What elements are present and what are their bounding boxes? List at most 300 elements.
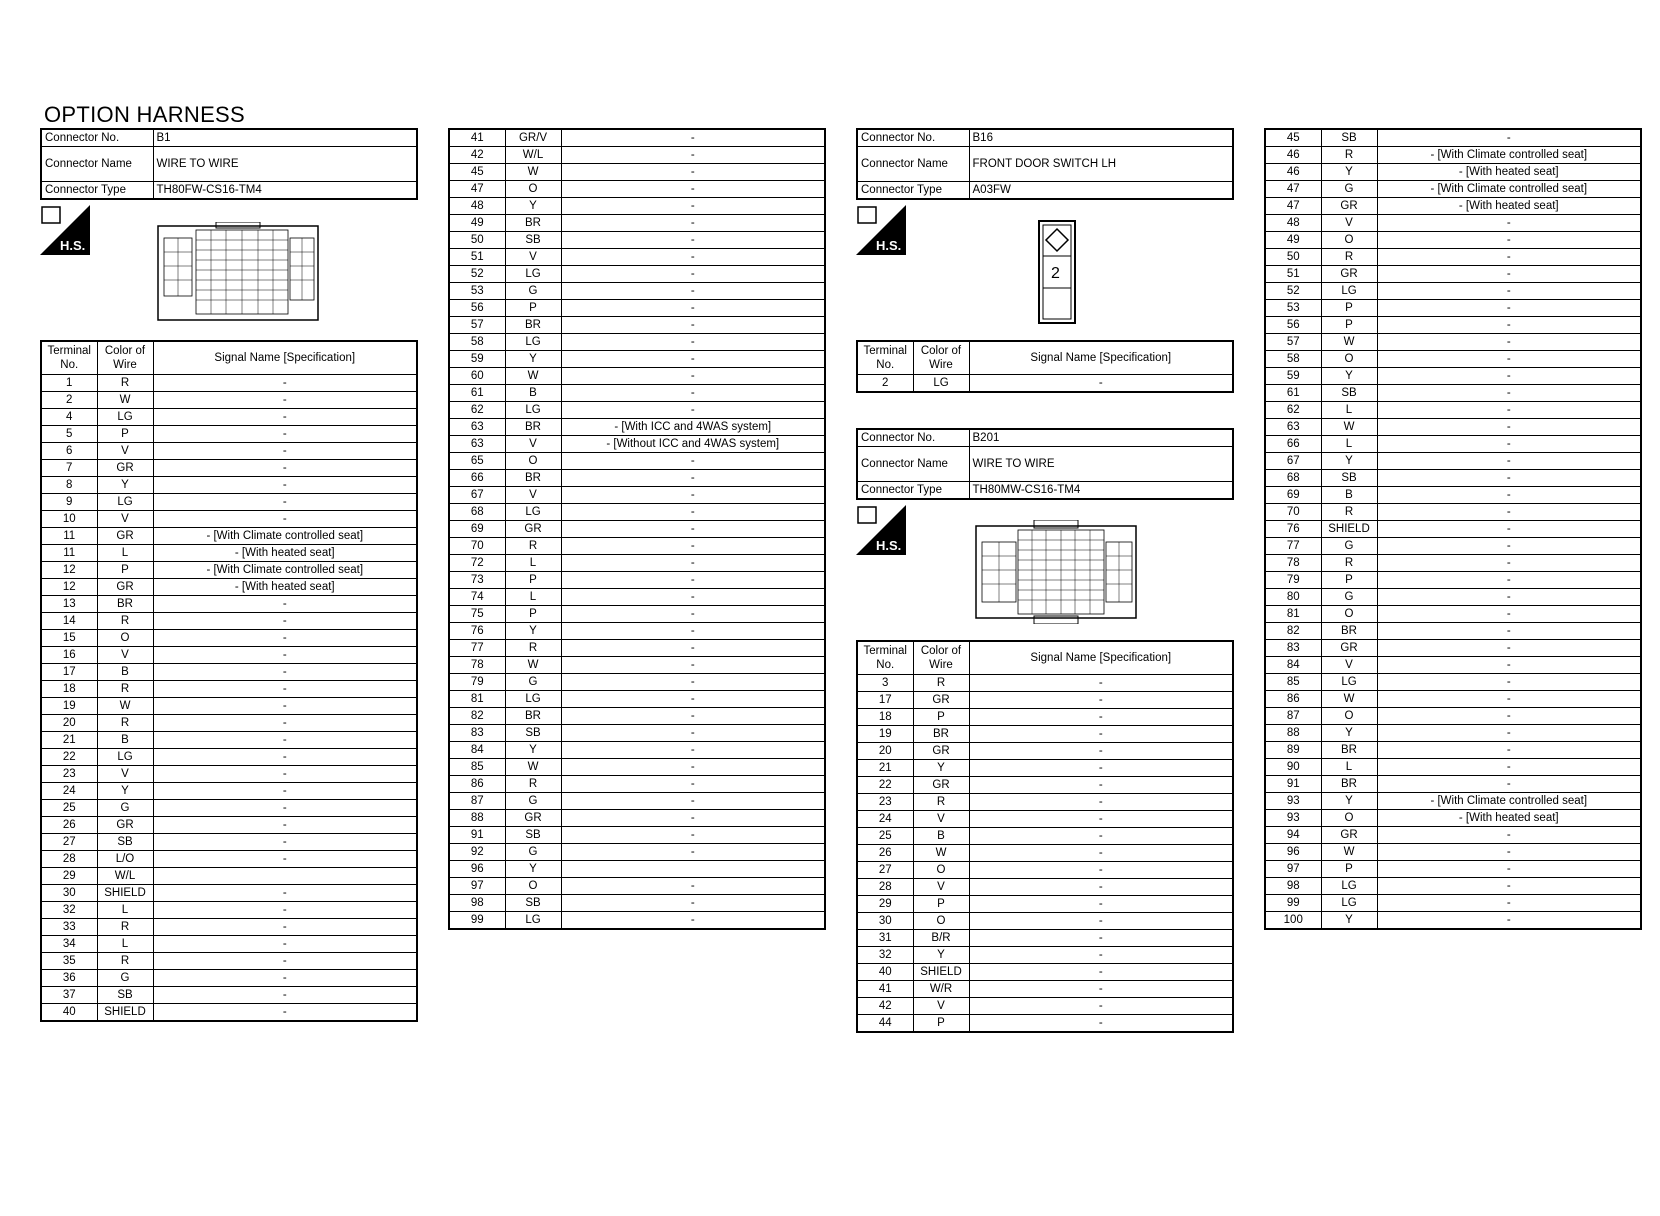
terminal-no: 82 — [449, 708, 505, 725]
terminal-no: 19 — [857, 726, 913, 743]
wire-color: V — [1321, 657, 1377, 674]
table-row — [449, 674, 825, 691]
terminal-no: 19 — [41, 698, 97, 715]
signal-name: - — [561, 470, 825, 487]
table-row — [449, 657, 825, 674]
terminal-no: 83 — [1265, 640, 1321, 657]
table-row — [449, 555, 825, 572]
wire-color: GR — [1321, 198, 1377, 215]
table-row — [41, 953, 417, 970]
wire-color: L — [1321, 759, 1377, 776]
terminal-no: 91 — [1265, 776, 1321, 793]
terminal-no: 56 — [449, 300, 505, 317]
wire-color: Y — [1321, 912, 1377, 930]
b1-terminal-table — [40, 340, 418, 1022]
table-row — [449, 827, 825, 844]
b201-connector-type: TH80MW-CS16-TM4 — [969, 482, 1233, 500]
wire-color: Y — [913, 947, 969, 964]
wire-color: LG — [505, 691, 561, 708]
signal-name: - — [969, 930, 1233, 947]
terminal-no: 21 — [41, 732, 97, 749]
table-row — [449, 895, 825, 912]
signal-name: - — [153, 851, 417, 868]
terminal-no: 40 — [857, 964, 913, 981]
signal-name: - — [153, 902, 417, 919]
table-row — [1265, 521, 1641, 538]
signal-name: - — [969, 845, 1233, 862]
table-row — [41, 613, 417, 630]
table-row — [41, 987, 417, 1004]
hs-label: H.S. — [876, 538, 902, 553]
wire-color: P — [913, 896, 969, 913]
signal-name: - — [1377, 691, 1641, 708]
table-row — [449, 742, 825, 759]
signal-name: - — [1377, 129, 1641, 147]
signal-name: - — [1377, 317, 1641, 334]
harness-side-icon — [40, 205, 90, 255]
signal-name: - — [561, 793, 825, 810]
signal-name: - — [1377, 351, 1641, 368]
signal-name: - — [561, 844, 825, 861]
terminal-no: 18 — [857, 709, 913, 726]
signal-name: - — [969, 709, 1233, 726]
table-row — [449, 912, 825, 930]
wire-color: LG — [97, 494, 153, 511]
terminal-no: 84 — [1265, 657, 1321, 674]
table-row — [41, 868, 417, 885]
wire-color: R — [505, 538, 561, 555]
signal-name: - — [153, 919, 417, 936]
label-connector-type: Connector Type — [857, 182, 969, 200]
terminal-no: 13 — [41, 596, 97, 613]
wire-color: Y — [1321, 793, 1377, 810]
signal-name: - — [561, 878, 825, 895]
table-row — [1265, 147, 1641, 164]
terminal-no: 66 — [449, 470, 505, 487]
terminal-no: 7 — [41, 460, 97, 477]
terminal-no: 86 — [1265, 691, 1321, 708]
label-connector-no: Connector No. — [857, 429, 969, 447]
signal-name: - — [561, 895, 825, 912]
terminal-no: 53 — [449, 283, 505, 300]
wire-color: LG — [1321, 878, 1377, 895]
table-row — [41, 715, 417, 732]
signal-name: - [With Climate controlled seat] — [1377, 147, 1641, 164]
wire-color: V — [505, 487, 561, 504]
terminal-no: 12 — [41, 579, 97, 596]
wire-color: P — [1321, 861, 1377, 878]
table-row — [1265, 181, 1641, 198]
signal-name: - — [1377, 674, 1641, 691]
b1-connector-type: TH80FW-CS16-TM4 — [153, 182, 417, 200]
wire-color: LG — [97, 749, 153, 766]
terminal-no: 11 — [41, 545, 97, 562]
connector-b201-face-icon — [974, 520, 1139, 624]
wire-color: G — [1321, 181, 1377, 198]
wire-color: Y — [913, 760, 969, 777]
terminal-no: 60 — [449, 368, 505, 385]
wire-color: GR — [97, 817, 153, 834]
b201-terminal-table — [856, 640, 1234, 1033]
wire-color: Y — [505, 198, 561, 215]
wire-color: G — [505, 283, 561, 300]
terminal-no: 28 — [857, 879, 913, 896]
wire-color: L — [505, 589, 561, 606]
wire-color: P — [505, 300, 561, 317]
signal-name: - — [153, 953, 417, 970]
wire-color: R — [97, 715, 153, 732]
terminal-no: 69 — [1265, 487, 1321, 504]
signal-name: - — [561, 623, 825, 640]
table-row — [449, 538, 825, 555]
signal-name: - — [1377, 334, 1641, 351]
signal-name: - — [1377, 538, 1641, 555]
terminal-no: 98 — [1265, 878, 1321, 895]
table-row — [1265, 164, 1641, 181]
terminal-no: 31 — [857, 930, 913, 947]
table-row — [1265, 249, 1641, 266]
signal-name: - [Without ICC and 4WAS system] — [561, 436, 825, 453]
signal-name: - [With heated seat] — [153, 579, 417, 596]
signal-name: - — [153, 834, 417, 851]
signal-name: - — [153, 885, 417, 902]
terminal-no: 61 — [449, 385, 505, 402]
wire-color: L — [97, 902, 153, 919]
table-row — [857, 845, 1233, 862]
signal-name: - — [561, 300, 825, 317]
terminal-no: 59 — [449, 351, 505, 368]
terminal-no: 58 — [449, 334, 505, 351]
table-row — [857, 913, 1233, 930]
terminal-no: 14 — [41, 613, 97, 630]
terminal-no: 30 — [857, 913, 913, 930]
table-row — [857, 375, 1233, 393]
table-row — [1265, 912, 1641, 930]
table-row — [857, 709, 1233, 726]
signal-name: - — [969, 743, 1233, 760]
terminal-no: 22 — [41, 749, 97, 766]
wire-color: GR/V — [505, 129, 561, 147]
b16-connector-name: FRONT DOOR SWITCH LH — [969, 147, 1233, 182]
table-row — [1265, 351, 1641, 368]
wire-color: B — [97, 732, 153, 749]
table-row — [41, 783, 417, 800]
signal-name: - — [561, 402, 825, 419]
wire-color: V — [97, 443, 153, 460]
wire-color: O — [1321, 708, 1377, 725]
table-row — [41, 681, 417, 698]
signal-name: - — [153, 426, 417, 443]
terminal-no: 12 — [41, 562, 97, 579]
terminal-no: 99 — [1265, 895, 1321, 912]
wire-color: SB — [505, 725, 561, 742]
terminal-no: 78 — [449, 657, 505, 674]
table-row — [1265, 674, 1641, 691]
wire-color: Y — [505, 861, 561, 878]
table-row — [449, 266, 825, 283]
table-row — [1265, 742, 1641, 759]
wire-color: O — [505, 181, 561, 198]
hs-label: H.S. — [60, 238, 86, 253]
terminal-no: 50 — [449, 232, 505, 249]
wire-color: SB — [505, 827, 561, 844]
wire-color: SB — [505, 232, 561, 249]
label-connector-no: Connector No. — [41, 129, 153, 147]
wire-color: BR — [97, 596, 153, 613]
table-row — [41, 477, 417, 494]
terminal-no: 57 — [449, 317, 505, 334]
signal-name: - — [561, 266, 825, 283]
table-row — [857, 675, 1233, 692]
signal-name: - — [561, 334, 825, 351]
table-row — [41, 766, 417, 783]
wire-color: W — [505, 164, 561, 181]
wire-color: V — [505, 249, 561, 266]
terminal-no: 36 — [41, 970, 97, 987]
signal-name: - — [561, 385, 825, 402]
table-row — [449, 181, 825, 198]
signal-name: - — [1377, 725, 1641, 742]
terminal-no: 4 — [41, 409, 97, 426]
terminal-no: 1 — [41, 375, 97, 392]
signal-name: - — [1377, 436, 1641, 453]
table-row — [41, 630, 417, 647]
wire-color: W — [913, 845, 969, 862]
terminal-no: 25 — [41, 800, 97, 817]
signal-name: - — [561, 504, 825, 521]
wire-color: R — [97, 613, 153, 630]
terminal-no: 62 — [449, 402, 505, 419]
table-row — [857, 760, 1233, 777]
table-row — [1265, 725, 1641, 742]
terminal-no: 48 — [449, 198, 505, 215]
terminal-no: 85 — [449, 759, 505, 776]
signal-name: - — [1377, 742, 1641, 759]
table-row — [1265, 606, 1641, 623]
wire-color: GR — [97, 460, 153, 477]
wire-color: P — [1321, 572, 1377, 589]
table-row — [857, 1015, 1233, 1033]
signal-name: - — [153, 494, 417, 511]
wire-color: V — [913, 811, 969, 828]
terminal-no: 21 — [857, 760, 913, 777]
terminal-no: 68 — [449, 504, 505, 521]
signal-name: - — [153, 511, 417, 528]
terminal-no: 17 — [857, 692, 913, 709]
signal-name: - — [561, 742, 825, 759]
table-row — [1265, 572, 1641, 589]
signal-name: - — [1377, 776, 1641, 793]
wire-color: SB — [97, 987, 153, 1004]
wire-color: R — [1321, 555, 1377, 572]
table-row — [1265, 317, 1641, 334]
terminal-no: 76 — [449, 623, 505, 640]
label-connector-type: Connector Type — [41, 182, 153, 200]
terminal-no-header: Terminal No. — [857, 641, 913, 675]
connector-b1-section — [40, 128, 418, 200]
terminal-no: 79 — [1265, 572, 1321, 589]
wire-color: G — [505, 793, 561, 810]
table-row — [41, 800, 417, 817]
terminal-no: 49 — [449, 215, 505, 232]
table-row — [449, 147, 825, 164]
wire-color: O — [505, 878, 561, 895]
wire-color: Y — [505, 623, 561, 640]
table-row — [41, 426, 417, 443]
wire-color: SB — [1321, 385, 1377, 402]
signal-name: - — [561, 487, 825, 504]
signal-name: - — [153, 766, 417, 783]
signal-name: - — [561, 606, 825, 623]
signal-name: - — [969, 998, 1233, 1015]
wire-color: W — [1321, 691, 1377, 708]
terminal-no: 92 — [449, 844, 505, 861]
table-row — [41, 375, 417, 392]
wire-color: LG — [913, 375, 969, 393]
table-row — [41, 732, 417, 749]
wire-color: GR — [1321, 266, 1377, 283]
wire-color: G — [1321, 589, 1377, 606]
terminal-no: 87 — [449, 793, 505, 810]
wire-color: BR — [1321, 776, 1377, 793]
terminal-no: 20 — [41, 715, 97, 732]
terminal-no: 68 — [1265, 470, 1321, 487]
wire-color: W — [505, 657, 561, 674]
terminal-no: 47 — [1265, 198, 1321, 215]
wire-color: W — [505, 759, 561, 776]
terminal-no: 37 — [41, 987, 97, 1004]
label-connector-no: Connector No. — [857, 129, 969, 147]
signal-name: - — [561, 521, 825, 538]
table-row — [857, 896, 1233, 913]
table-row — [449, 164, 825, 181]
wire-color: V — [97, 511, 153, 528]
table-row — [449, 878, 825, 895]
table-row — [1265, 215, 1641, 232]
wire-color: L — [97, 936, 153, 953]
wire-color: Y — [505, 742, 561, 759]
table-row — [449, 436, 825, 453]
terminal-no: 83 — [449, 725, 505, 742]
wire-color: L — [1321, 436, 1377, 453]
wire-color: BR — [505, 317, 561, 334]
signal-name: - — [969, 675, 1233, 692]
wire-color: Y — [1321, 725, 1377, 742]
wire-color: B — [97, 664, 153, 681]
wire-color: W/R — [913, 981, 969, 998]
signal-name — [153, 868, 417, 885]
terminal-no: 61 — [1265, 385, 1321, 402]
connector-b16-header — [856, 128, 1234, 200]
table-row — [1265, 623, 1641, 640]
b1-terminal-table-continued — [448, 128, 826, 930]
table-row — [449, 317, 825, 334]
signal-name-header: Signal Name [Specification] — [153, 341, 417, 375]
terminal-no: 35 — [41, 953, 97, 970]
signal-name: - — [1377, 419, 1641, 436]
signal-name: - — [153, 817, 417, 834]
terminal-no: 76 — [1265, 521, 1321, 538]
wire-color: P — [97, 562, 153, 579]
table-row — [449, 129, 825, 147]
signal-name: - — [153, 936, 417, 953]
wire-color: V — [505, 436, 561, 453]
wire-color: LG — [97, 409, 153, 426]
signal-name: - — [153, 613, 417, 630]
terminal-no: 50 — [1265, 249, 1321, 266]
terminal-no: 90 — [1265, 759, 1321, 776]
table-row — [41, 1004, 417, 1022]
wire-color: B — [505, 385, 561, 402]
wire-color: P — [1321, 300, 1377, 317]
signal-name: - — [969, 760, 1233, 777]
wire-color: Y — [97, 783, 153, 800]
terminal-no: 18 — [41, 681, 97, 698]
wire-color: BR — [505, 419, 561, 436]
b1-connector-name: WIRE TO WIRE — [153, 147, 417, 182]
signal-name: - — [969, 794, 1233, 811]
b1-connector-no: B1 — [153, 129, 417, 147]
table-row — [41, 511, 417, 528]
signal-name: - — [561, 164, 825, 181]
terminal-no: 77 — [1265, 538, 1321, 555]
terminal-no: 70 — [1265, 504, 1321, 521]
signal-name: - — [1377, 657, 1641, 674]
wire-color: G — [505, 844, 561, 861]
terminal-no: 5 — [41, 426, 97, 443]
signal-name: - — [561, 283, 825, 300]
wire-color: O — [913, 913, 969, 930]
b16-connector-no: B16 — [969, 129, 1233, 147]
terminal-no: 23 — [41, 766, 97, 783]
connector-b16-face-icon — [1038, 220, 1076, 324]
table-row — [449, 861, 825, 878]
signal-name: - — [1377, 708, 1641, 725]
terminal-no: 62 — [1265, 402, 1321, 419]
wire-color: B/R — [913, 930, 969, 947]
terminal-no: 66 — [1265, 436, 1321, 453]
table-row — [449, 351, 825, 368]
terminal-no: 9 — [41, 494, 97, 511]
wire-color: L — [1321, 402, 1377, 419]
terminal-no: 15 — [41, 630, 97, 647]
signal-name: - [With heated seat] — [1377, 198, 1641, 215]
signal-name: - — [561, 912, 825, 930]
signal-name: - — [561, 351, 825, 368]
signal-name: - — [1377, 895, 1641, 912]
terminal-no: 47 — [449, 181, 505, 198]
table-row — [41, 596, 417, 613]
table-row — [41, 749, 417, 766]
b201-connector-name: WIRE TO WIRE — [969, 447, 1233, 482]
terminal-no: 80 — [1265, 589, 1321, 606]
wire-color: GR — [97, 579, 153, 596]
wire-color: SB — [97, 834, 153, 851]
table-row — [1265, 895, 1641, 912]
wire-color: O — [97, 630, 153, 647]
terminal-no: 26 — [41, 817, 97, 834]
table-row — [857, 726, 1233, 743]
wire-color: R — [505, 776, 561, 793]
signal-name: - — [1377, 555, 1641, 572]
wire-color: LG — [1321, 674, 1377, 691]
signal-name: - [With heated seat] — [153, 545, 417, 562]
terminal-no: 52 — [1265, 283, 1321, 300]
signal-name: - — [1377, 232, 1641, 249]
signal-name: - — [153, 987, 417, 1004]
wire-color: GR — [913, 777, 969, 794]
wire-color: SB — [1321, 129, 1377, 147]
